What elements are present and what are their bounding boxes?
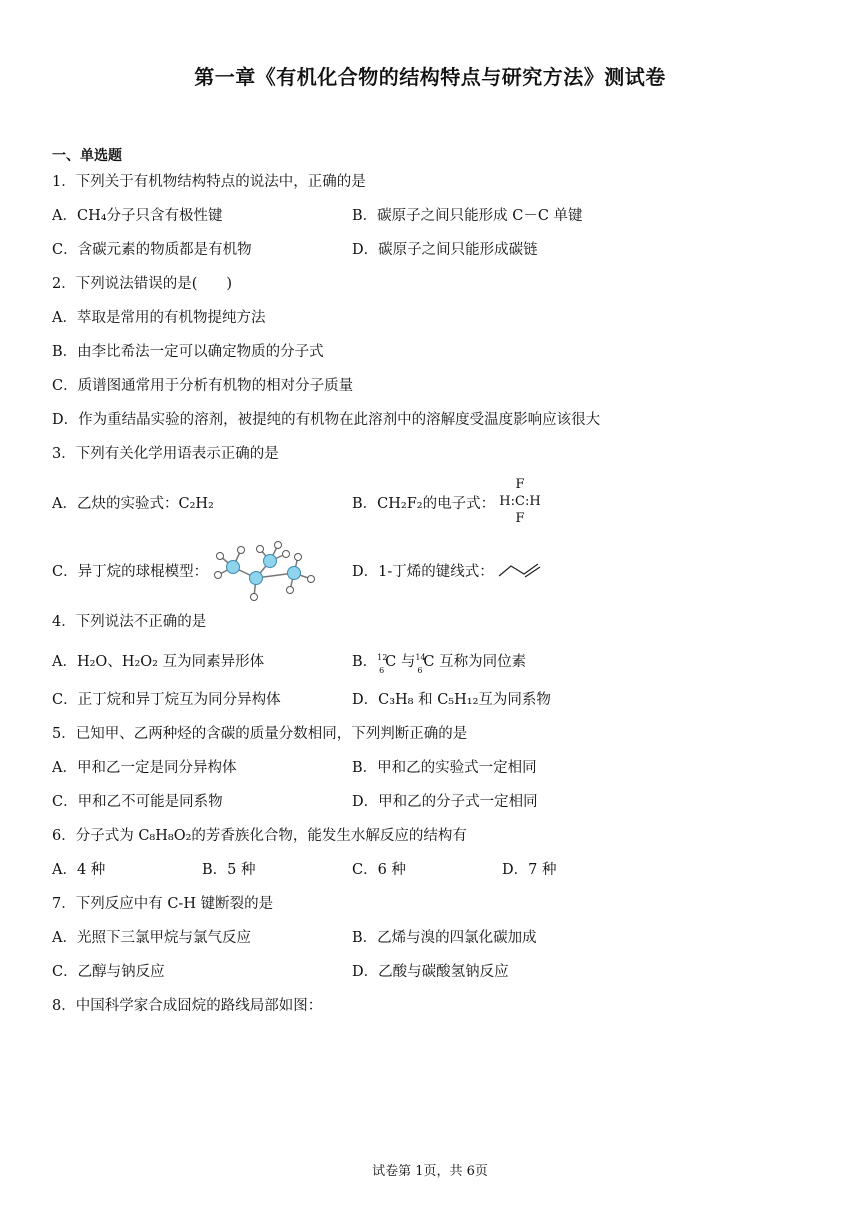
question-3-stem: 3．下列有关化学用语表示正确的是 [52,446,279,462]
q6-option-d: D．7 种 [502,862,557,878]
question-2-stem: 2．下列说法错误的是( ) [52,276,233,292]
q7-option-c: C．乙醇与钠反应 [52,964,165,980]
q4-option-b-end: C 互称为同位素 [423,654,527,670]
q1-option-b: B．碳原子之间只能形成 C－C 单键 [352,208,583,224]
q5-option-c: C．甲和乙不可能是同系物 [52,794,223,810]
q3-option-b: B．CH₂F₂的电子式： [352,496,496,512]
isobutane-ball-stick-model [208,537,328,603]
q6-option-c: C．6 种 [352,862,406,878]
question-1-stem: 1．下列关于有机物结构特点的说法中，正确的是 [52,174,366,190]
q2-option-c: C．质谱图通常用于分析有机物的相对分子质量 [52,378,354,394]
q3-option-a: A．乙炔的实验式：C₂H₂ [52,496,214,512]
q1-option-a: A．CH₄分子只含有极性键 [52,208,223,224]
q4-option-d: D．C₃H₈ 和 C₅H₁₂互为同系物 [352,692,551,708]
q6-option-b: B．5 种 [202,862,256,878]
q1-option-d: D．碳原子之间只能形成碳链 [352,242,538,258]
q3-option-d: D．1-丁烯的键线式： [352,564,494,580]
q7-option-d: D．乙酸与碳酸氢钠反应 [352,964,509,980]
q4-option-b-prefix: B． [352,654,378,670]
electron-formula-bottom: F [515,511,525,526]
q5-option-a: A．甲和乙一定是同分异构体 [52,760,237,776]
isotope-z-1: 6 [379,666,385,675]
electron-formula [495,478,545,526]
q4-option-a: A．H₂O、H₂O₂ 互为同素异形体 [52,654,265,670]
q2-option-a: A．萃取是常用的有机物提纯方法 [52,310,266,326]
question-8-stem: 8．中国科学家合成囧烷的路线局部如图： [52,998,323,1014]
question-5-stem: 5．已知甲、乙两种烃的含碳的质量分数相同，下列判断正确的是 [52,726,468,742]
q7-option-a: A．光照下三氯甲烷与氯气反应 [52,930,251,946]
isotope-mass-12: 12 [377,653,388,662]
page-title: 第一章《有机化合物的结构特点与研究方法》测试卷 [194,65,666,89]
butene-skeletal-formula [497,561,545,579]
section-heading: 一、单选题 [52,148,122,164]
electron-formula-mid: H:C:H [499,494,541,509]
q5-option-b: B．甲和乙的实验式一定相同 [352,760,537,776]
isotope-mass-14: 14 [415,653,426,662]
question-4-stem: 4．下列说法不正确的是 [52,614,207,630]
q7-option-b: B．乙烯与溴的四氯化碳加成 [352,930,537,946]
isotope-z-2: 6 [417,666,423,675]
question-7-stem: 7．下列反应中有 C-H 键断裂的是 [52,896,274,912]
q3-option-c: C．异丁烷的球棍模型： [52,564,209,580]
q4-option-b [352,653,527,675]
q4-option-b-mid: C 与 [385,654,416,670]
q6-option-a: A．4 种 [52,862,106,878]
q4-option-c: C．正丁烷和异丁烷互为同分异构体 [52,692,281,708]
q2-option-b: B．由李比希法一定可以确定物质的分子式 [52,344,324,360]
electron-formula-top: F [515,477,525,492]
q2-option-d: D．作为重结晶实验的溶剂，被提纯的有机物在此溶剂中的溶解度受温度影响应该很大 [52,412,601,428]
page-footer: 试卷第 1页，共 6页 [372,1164,488,1179]
q5-option-d: D．甲和乙的分子式一定相同 [352,794,538,810]
question-6-stem: 6．分子式为 C₈H₈O₂的芳香族化合物，能发生水解反应的结构有 [52,828,467,844]
q1-option-c: C．含碳元素的物质都是有机物 [52,242,252,258]
